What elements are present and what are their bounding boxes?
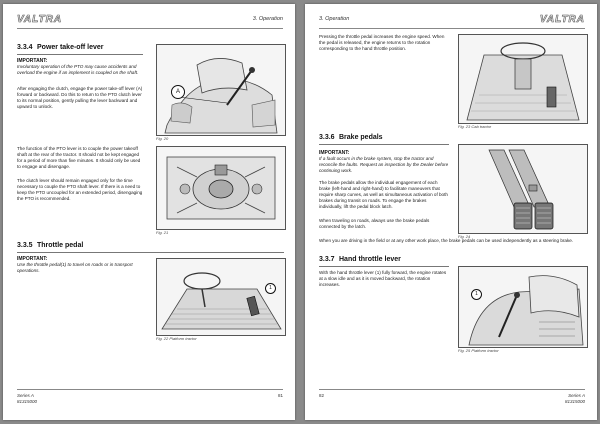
page-footer [319, 389, 585, 410]
figure-hand-throttle [458, 266, 588, 348]
footer-code: 81315000 [17, 399, 38, 404]
brake-pedals-illustration [459, 145, 587, 233]
paragraph: The function of the PTO lever is to couple the power takeoff shaft at the rear of the tractor. It should not be kept engaged for a period of more than five minutes. It should only be used to engage and disengage. [17, 146, 141, 169]
figure-caption: Fig. 21 [156, 230, 169, 235]
footer-series: Series A [568, 393, 585, 398]
important-label: IMPORTANT: [17, 256, 48, 262]
valtra-logo: VALTRA [539, 14, 585, 25]
throttle-pedal-illustration [157, 259, 285, 335]
chapter-title: 3. Operation [252, 16, 283, 22]
paragraph: With the hand throttle lever (1) fully forward, the engine rotates at a slow idle and as it is moved backward, the rotation increases. [319, 270, 447, 287]
section-title: Hand throttle lever [339, 256, 401, 263]
important-label: IMPORTANT: [17, 58, 48, 64]
warning-text: If a fault occurs in the brake system, stop the tractor and reconcile the faults. Request an inspection by the Dealer before continuing work. [319, 156, 449, 173]
page-number: 82 [319, 393, 325, 398]
page-number: 81 [277, 393, 283, 398]
figure-caption: Fig. 23 Cab tractor [458, 124, 492, 129]
section-heading-335 [17, 242, 83, 249]
section-rule [319, 266, 449, 267]
chapter-title: 3. Operation [319, 16, 350, 22]
pto-shaft-illustration [157, 147, 285, 229]
section-number: 3.3.5 [17, 242, 33, 249]
paragraph: The clutch lever should remain engaged only for the time necessary to couple the PTO shaft lever. If there is a need to keep the PTO uncoupled for an extended period, disengaging the PTO is recommended. [17, 178, 143, 201]
section-rule [17, 252, 284, 253]
cab-throttle-illustration [459, 35, 587, 123]
page-header [319, 14, 585, 29]
figure-brake-pedals [458, 144, 588, 234]
section-heading-336 [319, 134, 383, 141]
section-rule [319, 144, 449, 145]
section-number: 3.3.7 [319, 256, 335, 263]
right-page [305, 4, 597, 420]
important-label: IMPORTANT: [319, 150, 350, 156]
figure-pto-shaft [156, 146, 286, 230]
figure-caption: Fig. 20 [156, 136, 169, 141]
paragraph: When you are driving in the field or at any other work place, the brake pedals can be used independently as a steering brake. [319, 238, 574, 243]
section-number: 3.3.4 [17, 44, 33, 51]
footer-series: Series A [17, 393, 34, 398]
section-title: Throttle pedal [37, 242, 84, 249]
footer-code: 81315000 [564, 399, 585, 404]
callout-1: 1 [265, 283, 276, 294]
page-footer [17, 389, 283, 410]
section-heading-334 [17, 44, 104, 51]
figure-caption: Fig. 25 Platform tractor [458, 348, 499, 353]
paragraph: The brake pedals allow the individual engagement of each brake (left-hand and right-hand) to facilitate maneuvers that require sharp curves, as well as simultaneous activation of both brakes during transit on roads. To engage the brakes individually, lift the pedal block latch. [319, 180, 448, 209]
section-title: Power take-off lever [37, 44, 104, 51]
figure-caption: Fig. 24 [458, 234, 471, 239]
callout-1: 1 [471, 289, 482, 300]
section-title: Brake pedals [339, 134, 383, 141]
page-header [17, 14, 283, 29]
section-number: 3.3.6 [319, 134, 335, 141]
callout-a: A [171, 85, 185, 99]
hand-throttle-illustration [459, 267, 587, 347]
paragraph: Pressing the throttle pedal increases the engine speed. When the pedal is released, the engine returns to the rotation corresponding to the hand throttle position. [319, 34, 445, 51]
figure-throttle-pedal [156, 258, 286, 336]
warning-text: Use the throttle pedal(1) to travel on roads or in transport operations. [17, 262, 133, 273]
paragraph: After engaging the clutch, engage the power take-off lever (A) forward or backward. Do this to return to the PTO clutch lever to its normal position, gently pulling the lever backward and upward to unlock. [17, 86, 143, 109]
left-page [3, 4, 295, 420]
section-heading-337 [319, 256, 401, 263]
paragraph: When traveling on roads, always use the brake pedals connected by the latch. [319, 218, 430, 229]
figure-pto-lever [156, 44, 286, 136]
valtra-logo: VALTRA [17, 14, 63, 25]
figure-cab-throttle [458, 34, 588, 124]
section-rule [17, 54, 143, 55]
figure-caption: Fig. 22 Platform tractor [156, 336, 197, 341]
warning-text: Involuntary operation of the PTO may cause accidents and overload the engine if an implement is coupled on the shaft. [17, 64, 139, 75]
